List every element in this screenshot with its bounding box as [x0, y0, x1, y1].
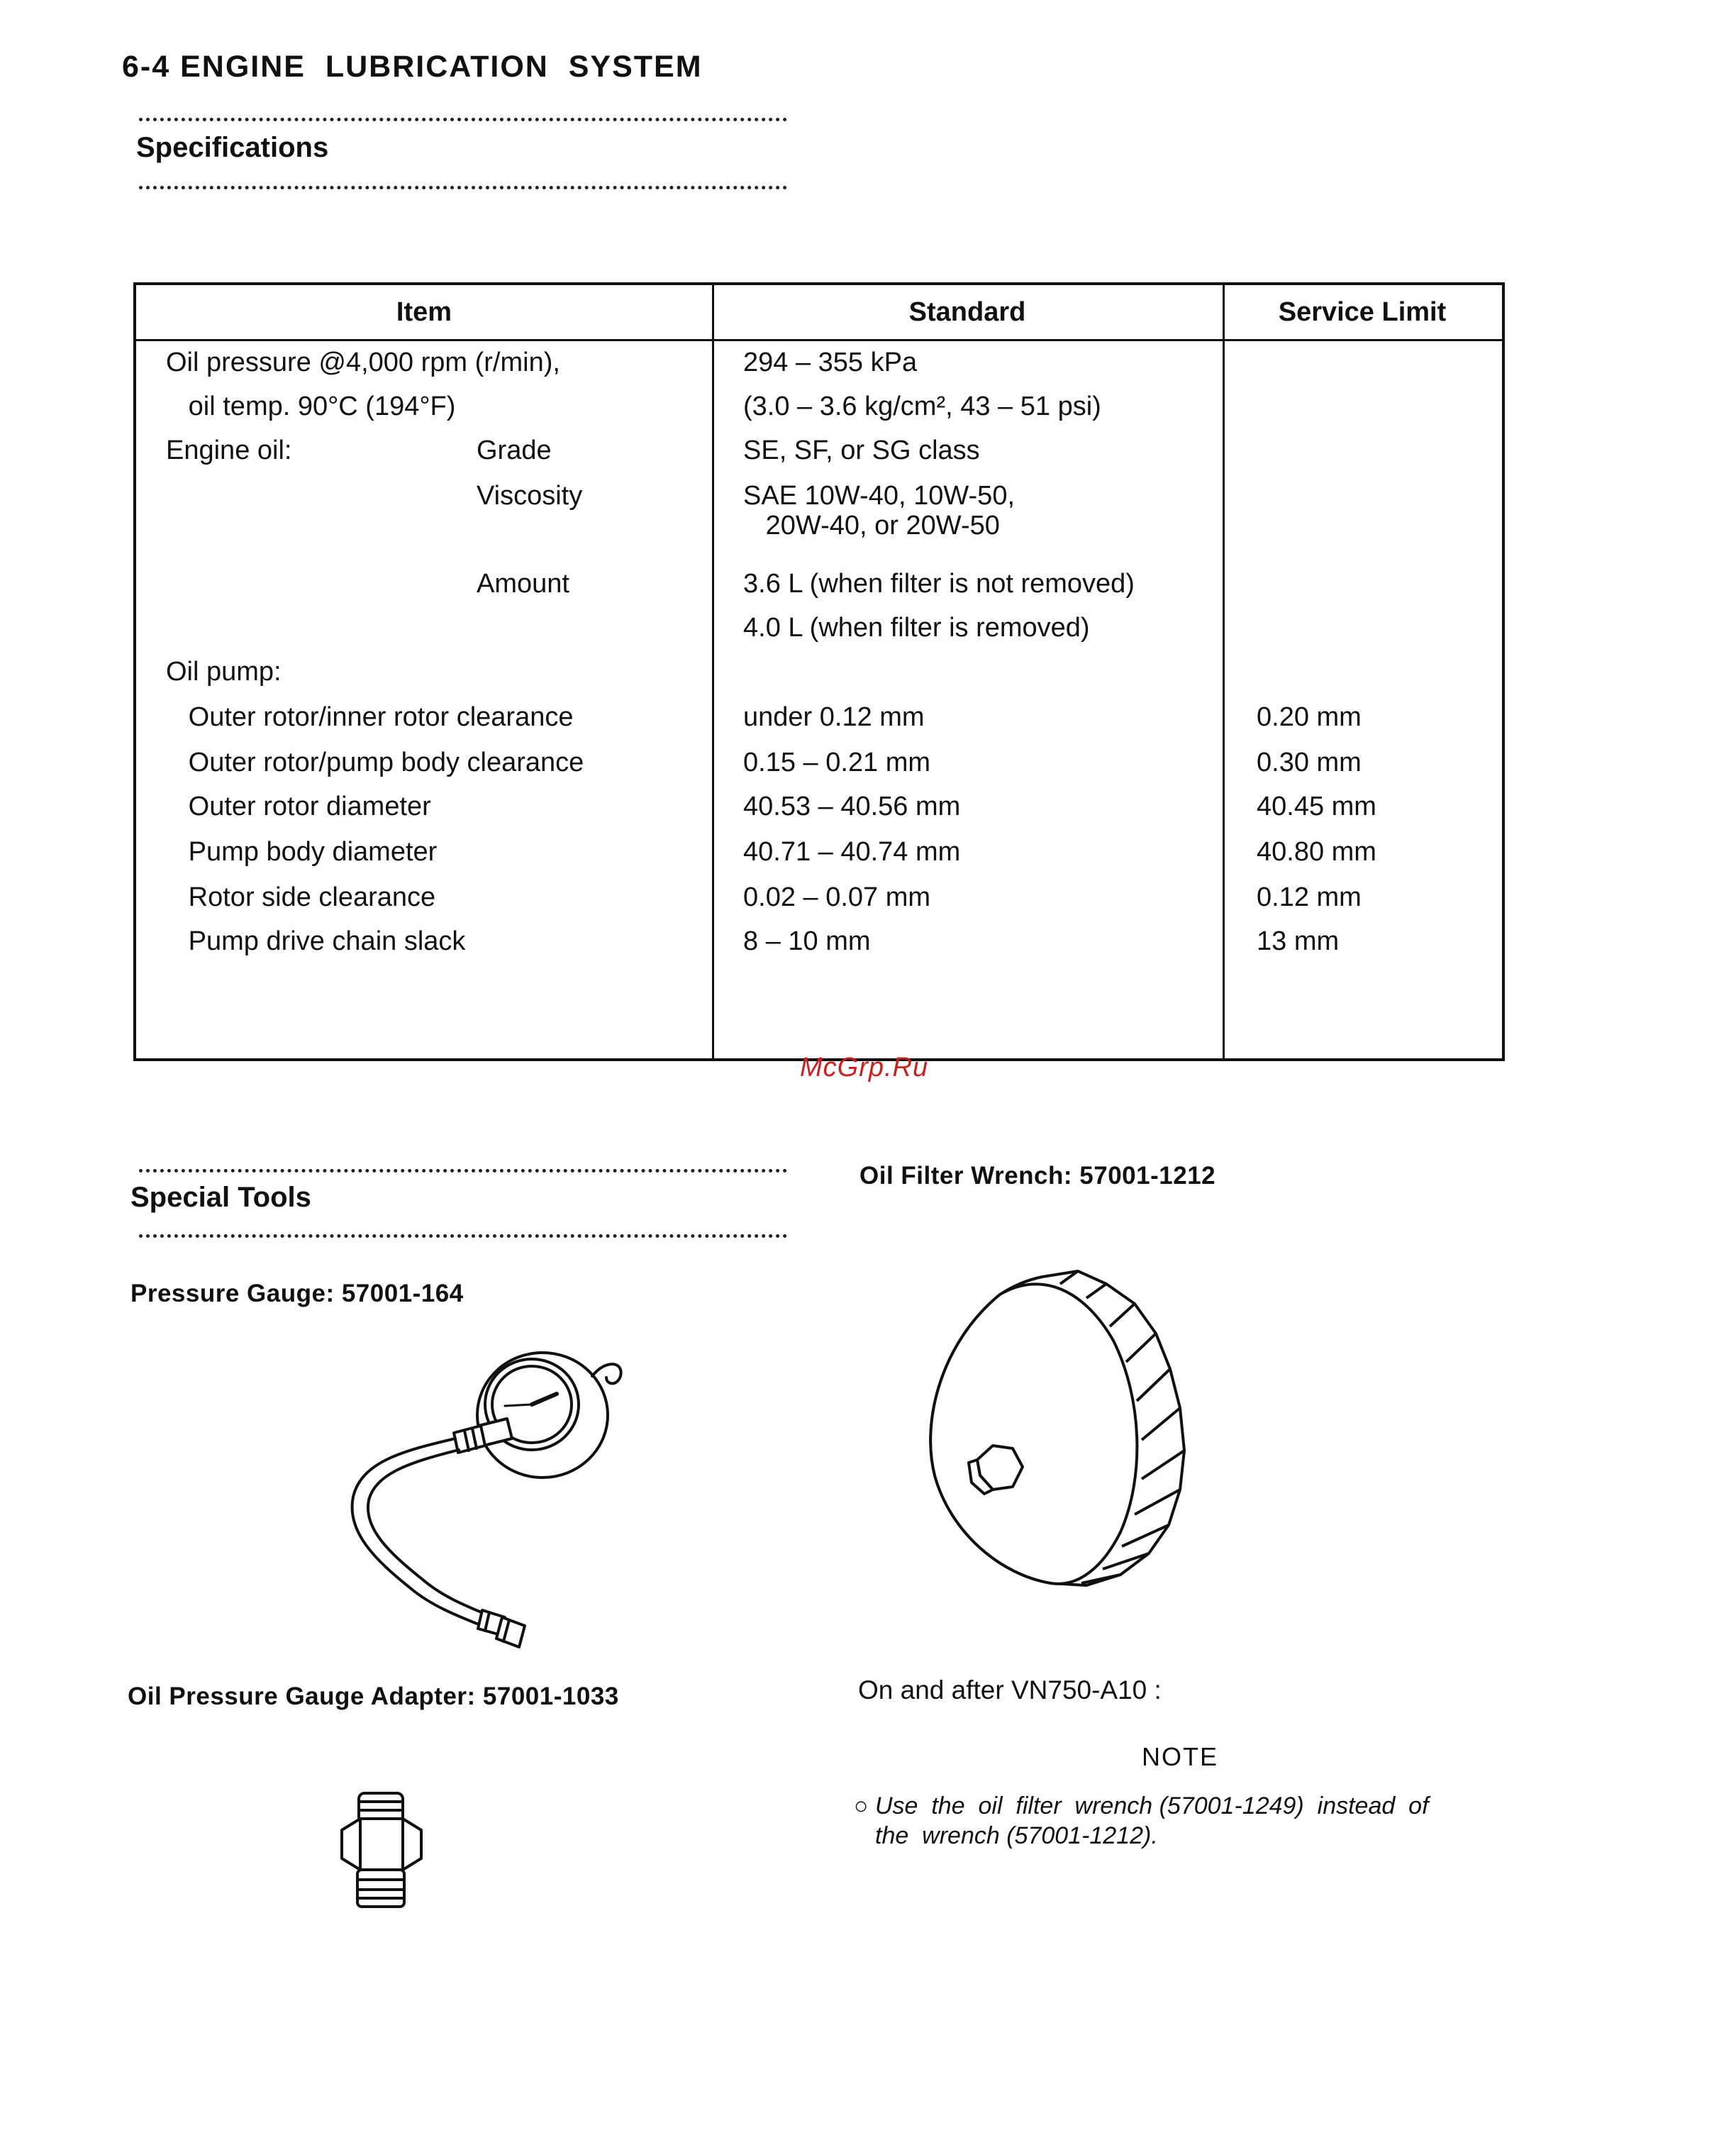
item-cell: Oil pressure @4,000 rpm (r/min),	[166, 348, 560, 377]
dotted-rule	[139, 118, 787, 121]
specifications-heading: Specifications	[136, 132, 329, 163]
item-cell: Pump drive chain slack	[166, 926, 466, 956]
item-cell: Outer rotor/pump body clearance	[166, 748, 584, 777]
standard-cell: (3.0 – 3.6 kg/cm², 43 – 51 psi)	[743, 392, 1101, 421]
column-header-standard: Standard	[908, 297, 1026, 327]
standard-cell: 8 – 10 mm	[743, 926, 871, 956]
filter-wrench-label: Oil Filter Wrench: 57001-1212	[859, 1162, 1216, 1190]
dotted-rule	[139, 186, 787, 189]
dotted-rule	[139, 1234, 787, 1238]
item-cell: Oil pump:	[166, 657, 282, 687]
note-heading: NOTE	[1142, 1742, 1219, 1771]
item-cell: Outer rotor/inner rotor clearance	[166, 702, 574, 732]
column-header-item: Item	[396, 297, 452, 327]
header-divider	[136, 339, 1502, 341]
item-cell: oil temp. 90°C (194°F)	[166, 392, 456, 421]
standard-cell: 0.02 – 0.07 mm	[743, 882, 931, 912]
item-subcell: Grade	[477, 436, 552, 465]
standard-cell: 3.6 L (when filter is not removed)	[743, 569, 1135, 599]
service-limit-cell: 13 mm	[1257, 926, 1340, 956]
item-cell: Engine oil:	[166, 436, 292, 465]
standard-cell: 294 – 355 kPa	[743, 348, 918, 377]
standard-cell: 4.0 L (when filter is removed)	[743, 613, 1090, 643]
column-divider	[712, 285, 714, 1058]
service-limit-cell: 0.30 mm	[1257, 748, 1362, 777]
note-line-2: the wrench (57001-1212).	[875, 1822, 1158, 1849]
standard-cell: SE, SF, or SG class	[743, 436, 980, 465]
item-cell: Outer rotor diameter	[166, 792, 431, 821]
specifications-table	[133, 282, 1505, 1061]
standard-cell: 40.53 – 40.56 mm	[743, 792, 961, 821]
oil-filter-wrench-illustration	[901, 1263, 1227, 1617]
pressure-gauge-label: Pressure Gauge: 57001-164	[130, 1280, 464, 1307]
adapter-label: Oil Pressure Gauge Adapter: 57001-1033	[128, 1683, 619, 1710]
pressure-gauge-illustration	[319, 1319, 688, 1653]
dotted-rule	[139, 1169, 787, 1173]
service-limit-cell: 0.20 mm	[1257, 702, 1362, 732]
standard-cell: 20W-40, or 20W-50	[743, 511, 1000, 541]
standard-cell: 0.15 – 0.21 mm	[743, 748, 931, 777]
standard-cell: under 0.12 mm	[743, 702, 925, 732]
gauge-adapter-illustration	[332, 1788, 431, 1915]
item-subcell: Viscosity	[477, 481, 583, 511]
special-tools-heading: Special Tools	[130, 1182, 311, 1213]
item-cell: Rotor side clearance	[166, 882, 436, 912]
service-limit-cell: 40.45 mm	[1257, 792, 1376, 821]
column-header-service-limit: Service Limit	[1278, 297, 1447, 327]
standard-cell: 40.71 – 40.74 mm	[743, 837, 961, 867]
item-cell: Pump body diameter	[166, 837, 438, 867]
standard-cell: SAE 10W-40, 10W-50,	[743, 481, 1016, 511]
page-header-title: 6-4 ENGINE LUBRICATION SYSTEM	[122, 50, 703, 84]
item-subcell: Amount	[477, 569, 569, 599]
applicability-text: On and after VN750-A10 :	[858, 1675, 1162, 1705]
note-bullet-icon: ○	[854, 1792, 869, 1819]
service-limit-cell: 0.12 mm	[1257, 882, 1362, 912]
watermark: McGrp.Ru	[800, 1053, 929, 1082]
service-limit-cell: 40.80 mm	[1257, 837, 1376, 867]
note-line-1: Use the oil filter wrench (57001-1249) instead of	[875, 1792, 1429, 1819]
column-divider	[1223, 285, 1225, 1058]
